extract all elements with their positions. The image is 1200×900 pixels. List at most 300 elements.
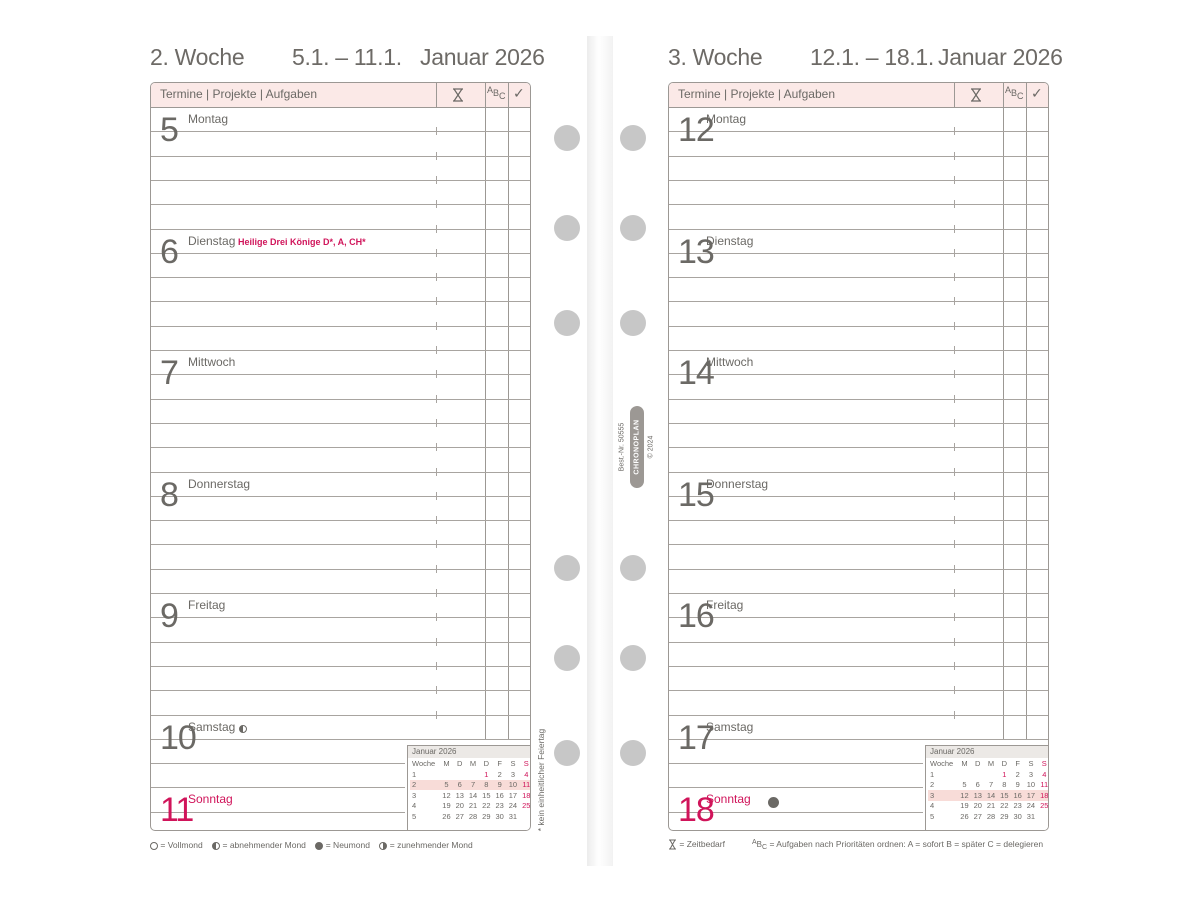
time-tick bbox=[436, 468, 437, 476]
slot-line bbox=[151, 204, 530, 205]
day-name: Montag bbox=[188, 112, 229, 126]
mini-calendar-header: Woche bbox=[930, 759, 954, 769]
slot-line bbox=[151, 180, 530, 181]
day-name: Sonntag bbox=[706, 792, 751, 807]
time-tick bbox=[436, 638, 437, 646]
day-separator bbox=[151, 350, 530, 351]
time-tick bbox=[436, 249, 437, 257]
day-name: Dienstag bbox=[706, 233, 754, 248]
mini-calendar-day: 5 bbox=[440, 780, 453, 791]
waning-moon-label: = abnehmender Mond bbox=[222, 840, 306, 850]
time-tick bbox=[954, 711, 955, 719]
mini-calendar-header: M bbox=[987, 759, 995, 769]
slot-line bbox=[151, 423, 530, 424]
day-number: 17 bbox=[678, 718, 714, 757]
mini-calendar-day: 26 bbox=[442, 811, 451, 821]
mini-calendar-week: 2 bbox=[410, 780, 440, 791]
mini-calendar-day: 29 bbox=[1000, 811, 1009, 821]
time-tick bbox=[436, 370, 437, 378]
mini-calendar-day: 29 bbox=[482, 811, 491, 821]
mini-calendar-day: 6 bbox=[975, 780, 980, 790]
mini-calendar-day: 3 bbox=[1028, 769, 1034, 779]
mini-calendar-day: 1 bbox=[1002, 769, 1007, 779]
column-divider bbox=[436, 83, 437, 107]
mini-calendar-day: 5 bbox=[962, 780, 967, 790]
slot-line bbox=[669, 617, 1048, 618]
time-tick bbox=[954, 419, 955, 427]
column-divider bbox=[1026, 83, 1027, 739]
mini-calendar-day: 12 bbox=[958, 790, 971, 801]
day-separator bbox=[151, 593, 530, 594]
mini-calendar-day: 17 bbox=[508, 790, 518, 800]
slot-line bbox=[151, 374, 530, 375]
day-separator bbox=[669, 350, 1048, 351]
punch-hole bbox=[554, 555, 580, 581]
slot-line bbox=[669, 180, 1048, 181]
day-separator bbox=[669, 229, 1048, 230]
mini-calendar-day: 10 bbox=[1026, 780, 1036, 790]
mini-calendar-week: 5 bbox=[412, 811, 417, 821]
slot-line bbox=[669, 301, 1048, 302]
slot-line bbox=[669, 787, 923, 788]
mini-calendar-day: 22 bbox=[1000, 801, 1009, 811]
mini-calendar-header: F bbox=[1015, 759, 1020, 769]
time-tick bbox=[436, 711, 437, 719]
hourglass-icon bbox=[452, 88, 464, 107]
time-tick bbox=[954, 516, 955, 524]
slot-line bbox=[151, 666, 530, 667]
time-tick bbox=[954, 395, 955, 403]
mini-calendar bbox=[407, 745, 531, 831]
day-name: Donnerstag bbox=[706, 476, 769, 491]
waxing-moon-label: = zunehmender Mond bbox=[389, 840, 473, 850]
checkmark-icon: ✓ bbox=[513, 85, 525, 101]
slot-line bbox=[669, 544, 1048, 545]
mini-calendar-day: 31 bbox=[1026, 811, 1036, 821]
mini-calendar-day bbox=[453, 769, 466, 780]
day-name: Samstag bbox=[188, 719, 236, 734]
binder-spine bbox=[587, 36, 613, 866]
day-name: Montag bbox=[706, 112, 747, 126]
time-tick bbox=[436, 516, 437, 524]
day-separator bbox=[151, 229, 530, 230]
day-number: 10 bbox=[160, 718, 196, 757]
time-tick bbox=[954, 176, 955, 184]
mini-calendar-day: 28 bbox=[468, 811, 478, 821]
time-tick bbox=[436, 152, 437, 160]
day-number: 18 bbox=[678, 791, 714, 830]
time-tick bbox=[954, 468, 955, 476]
time-tick bbox=[954, 200, 955, 208]
priority-letter: C bbox=[1017, 91, 1024, 101]
punch-hole bbox=[620, 740, 646, 766]
priority-letter: B bbox=[493, 88, 500, 98]
mini-calendar-day: 9 bbox=[1015, 780, 1020, 790]
planner-page-right bbox=[668, 82, 1049, 831]
mini-calendar-day: 25 bbox=[1040, 801, 1049, 811]
mini-calendar-header: D bbox=[975, 759, 981, 769]
slot-line bbox=[669, 739, 1048, 740]
time-tick bbox=[954, 540, 955, 548]
mini-calendar-day: 10 bbox=[506, 780, 519, 791]
mini-calendar-day: 12 bbox=[442, 790, 451, 800]
priority-legend: $^AB_C$ = Aufgaben nach Prioritäten ordnen: A = sofort B = später C = delegieren bbox=[752, 839, 1044, 851]
slot-line bbox=[669, 131, 1048, 132]
punch-hole bbox=[554, 125, 580, 151]
day-separator bbox=[151, 715, 530, 716]
mini-calendar-title: Januar 2026 bbox=[926, 746, 1049, 758]
day-name: Freitag bbox=[188, 598, 226, 612]
new-moon-label: = Neumond bbox=[325, 840, 370, 850]
day-number: 13 bbox=[678, 232, 714, 271]
mini-calendar-day: 21 bbox=[986, 801, 996, 811]
mini-calendar-day: 27 bbox=[973, 811, 982, 821]
time-tick bbox=[436, 225, 437, 233]
slot-line bbox=[669, 374, 1048, 375]
mini-calendar-day bbox=[466, 769, 479, 780]
mini-calendar-day: 9 bbox=[493, 780, 506, 791]
column-header-label: Termine | Projekte | Aufgaben bbox=[160, 87, 317, 101]
mini-calendar-day: 11 bbox=[1040, 780, 1049, 790]
mini-calendar-header: M bbox=[469, 759, 477, 769]
day-number: 7 bbox=[160, 354, 178, 392]
punch-hole bbox=[554, 310, 580, 336]
slot-line bbox=[669, 423, 1048, 424]
day-number: 16 bbox=[678, 597, 714, 635]
mini-calendar-day: 16 bbox=[1011, 790, 1024, 801]
time-tick bbox=[436, 395, 437, 403]
slot-line bbox=[669, 204, 1048, 205]
day-name: Donnerstag bbox=[188, 476, 251, 491]
mini-calendar-day: 24 bbox=[1026, 801, 1036, 811]
time-tick bbox=[954, 686, 955, 694]
full-moon-icon bbox=[150, 842, 158, 850]
mini-calendar-day: 3 bbox=[510, 769, 516, 779]
time-tick bbox=[436, 443, 437, 451]
time-tick bbox=[436, 273, 437, 281]
mini-calendar-week: 4 bbox=[930, 801, 935, 811]
new-moon-icon bbox=[768, 797, 779, 808]
mini-calendar-header: S bbox=[1041, 759, 1047, 769]
mini-calendar-day: 13 bbox=[971, 790, 984, 801]
mini-calendar-day: 25 bbox=[522, 801, 531, 811]
time-tick bbox=[436, 565, 437, 573]
order-number: Best.-Nr. 50555 bbox=[618, 422, 626, 472]
date-range-left: 5.1. – 11.1. bbox=[292, 44, 402, 70]
punch-hole bbox=[620, 555, 646, 581]
slot-line bbox=[669, 447, 1048, 448]
mini-calendar-day: 14 bbox=[468, 790, 478, 800]
punch-hole bbox=[620, 125, 646, 151]
day-name: Freitag bbox=[706, 598, 744, 612]
time-tick bbox=[954, 322, 955, 330]
day-number: 5 bbox=[160, 111, 178, 149]
slot-line bbox=[151, 544, 530, 545]
mini-calendar-week: 2 bbox=[930, 780, 935, 790]
slot-line bbox=[151, 496, 530, 497]
mini-calendar-week: 3 bbox=[928, 790, 958, 801]
slot-line bbox=[151, 277, 530, 278]
date-range-right: 12.1. – 18.1. bbox=[810, 44, 934, 70]
slot-line bbox=[151, 690, 530, 691]
hourglass-icon bbox=[970, 88, 982, 107]
time-tick bbox=[436, 662, 437, 670]
day-number: 6 bbox=[160, 232, 178, 271]
holiday-label: Heilige Drei Könige D*, A, CH* bbox=[238, 236, 366, 247]
copyright-text: © 2024 bbox=[647, 435, 655, 459]
hourglass-icon bbox=[668, 839, 677, 850]
slot-line bbox=[669, 763, 923, 764]
mini-calendar-header: S bbox=[523, 759, 529, 769]
mini-calendar-day: 6 bbox=[453, 780, 466, 791]
slot-line bbox=[151, 447, 530, 448]
mini-calendar-day: 24 bbox=[508, 801, 518, 811]
priority-letter: C bbox=[499, 91, 506, 101]
slot-line bbox=[669, 569, 1048, 570]
mini-calendar-header: D bbox=[457, 759, 463, 769]
slot-line bbox=[151, 642, 530, 643]
slot-line bbox=[151, 326, 530, 327]
day-separator bbox=[669, 593, 1048, 594]
priority-letter: B bbox=[1011, 88, 1018, 98]
punch-hole bbox=[554, 215, 580, 241]
time-tick bbox=[436, 686, 437, 694]
mini-calendar-day: 15 bbox=[482, 790, 491, 800]
time-tick bbox=[954, 225, 955, 233]
day-separator bbox=[669, 715, 1048, 716]
day-name: Mittwoch bbox=[188, 355, 236, 369]
punch-hole bbox=[554, 645, 580, 671]
time-tick bbox=[954, 638, 955, 646]
column-divider bbox=[1003, 83, 1004, 739]
column-divider bbox=[508, 83, 509, 739]
waning-moon-icon bbox=[239, 725, 247, 733]
new-moon-icon bbox=[315, 842, 323, 850]
day-number: 11 bbox=[160, 791, 194, 830]
time-tick bbox=[436, 540, 437, 548]
day-name: Sonntag bbox=[188, 792, 233, 807]
slot-line bbox=[669, 666, 1048, 667]
priority-letter: A bbox=[1005, 85, 1012, 95]
slot-line bbox=[151, 520, 530, 521]
mini-calendar-day: 28 bbox=[986, 811, 996, 821]
mini-calendar bbox=[925, 745, 1049, 831]
slot-line bbox=[151, 253, 530, 254]
planner-page-left bbox=[150, 82, 531, 831]
mini-calendar-day bbox=[520, 811, 531, 822]
slot-line bbox=[151, 399, 530, 400]
mini-calendar-day: 26 bbox=[960, 811, 969, 821]
time-tick bbox=[436, 297, 437, 305]
time-tick bbox=[436, 613, 437, 621]
mini-calendar-day: 30 bbox=[495, 811, 504, 821]
mini-calendar-week: 3 bbox=[412, 790, 417, 800]
mini-calendar-day: 23 bbox=[495, 801, 504, 811]
time-tick bbox=[954, 662, 955, 670]
planning-legend bbox=[668, 839, 725, 850]
mini-calendar-day bbox=[1038, 811, 1049, 822]
mini-calendar-header: M bbox=[961, 759, 968, 769]
mini-calendar-day: 2 bbox=[497, 769, 502, 779]
mini-calendar-day: 19 bbox=[442, 801, 451, 811]
slot-line bbox=[669, 496, 1048, 497]
day-name: Samstag bbox=[706, 719, 754, 734]
slot-line bbox=[669, 277, 1048, 278]
slot-line bbox=[151, 617, 530, 618]
mini-calendar-day bbox=[984, 769, 997, 780]
mini-calendar-day: 21 bbox=[468, 801, 478, 811]
day-number: 8 bbox=[160, 475, 178, 514]
column-header bbox=[151, 83, 530, 108]
waning-moon-icon bbox=[212, 842, 220, 850]
mini-calendar-day: 20 bbox=[455, 801, 464, 811]
time-tick bbox=[436, 346, 437, 354]
mini-calendar-day bbox=[971, 769, 984, 780]
time-tick bbox=[436, 419, 437, 427]
time-tick bbox=[954, 613, 955, 621]
mini-calendar-week: 1 bbox=[930, 769, 935, 779]
slot-line bbox=[669, 253, 1048, 254]
mini-calendar-header: S bbox=[1028, 759, 1034, 769]
abc-priority-icon bbox=[487, 85, 506, 101]
priority-letter: A bbox=[487, 85, 494, 95]
day-number: 14 bbox=[678, 354, 714, 392]
mini-calendar-day: 23 bbox=[1013, 801, 1022, 811]
slot-line bbox=[151, 763, 405, 764]
mini-calendar-day: 8 bbox=[1002, 780, 1007, 790]
day-name: Dienstag bbox=[188, 233, 236, 248]
slot-line bbox=[669, 642, 1048, 643]
slot-line bbox=[669, 156, 1048, 157]
mini-calendar-day: 7 bbox=[988, 780, 994, 790]
mini-calendar-day: 4 bbox=[1042, 769, 1047, 779]
column-divider bbox=[485, 83, 486, 739]
mini-calendar-header: F bbox=[497, 759, 502, 769]
moon-legend bbox=[150, 840, 473, 850]
mini-calendar-day: 11 bbox=[520, 780, 531, 791]
day-separator bbox=[151, 472, 530, 473]
day-number: 9 bbox=[160, 597, 178, 635]
mini-calendar-day: 17 bbox=[1024, 790, 1037, 801]
full-moon-label: = Vollmond bbox=[160, 840, 203, 850]
time-tick bbox=[436, 200, 437, 208]
slot-line bbox=[151, 787, 405, 788]
slot-line bbox=[669, 326, 1048, 327]
mini-calendar-day: 14 bbox=[984, 790, 997, 801]
mini-calendar-day: 16 bbox=[495, 790, 504, 800]
abc-priority-icon bbox=[1005, 85, 1024, 101]
time-tick bbox=[436, 127, 437, 135]
punch-hole bbox=[620, 215, 646, 241]
mini-calendar-day: 30 bbox=[1013, 811, 1022, 821]
week-label-left: 2. Woche bbox=[150, 44, 245, 70]
slot-line bbox=[151, 569, 530, 570]
slot-line bbox=[151, 131, 530, 132]
mini-calendar-week: 4 bbox=[412, 801, 417, 811]
slot-line bbox=[151, 156, 530, 157]
mini-calendar-day: 22 bbox=[482, 801, 491, 811]
mini-calendar-day: 31 bbox=[508, 811, 518, 821]
mini-calendar-day: 2 bbox=[1015, 769, 1020, 779]
waxing-moon-icon bbox=[379, 842, 387, 850]
month-label-left: Januar 2026 bbox=[420, 44, 545, 70]
checkmark-icon: ✓ bbox=[1031, 85, 1043, 101]
time-tick bbox=[954, 127, 955, 135]
slot-line bbox=[669, 690, 1048, 691]
mini-calendar-grid bbox=[928, 759, 1049, 822]
time-legend-label: = Zeitbedarf bbox=[679, 839, 725, 849]
time-tick bbox=[954, 443, 955, 451]
mini-calendar-day: 15 bbox=[998, 790, 1011, 801]
mini-calendar-day: 7 bbox=[466, 780, 479, 791]
mini-calendar-header: S bbox=[510, 759, 516, 769]
mini-calendar-week: 1 bbox=[412, 769, 417, 779]
time-tick bbox=[954, 297, 955, 305]
slot-line bbox=[151, 301, 530, 302]
slot-line bbox=[669, 399, 1048, 400]
mini-calendar-day: 4 bbox=[524, 769, 529, 779]
column-divider bbox=[954, 83, 955, 107]
column-header bbox=[669, 83, 1048, 108]
punch-hole bbox=[620, 645, 646, 671]
mini-calendar-day bbox=[440, 769, 453, 780]
mini-calendar-day bbox=[958, 769, 971, 780]
month-label-right: Januar 2026 bbox=[938, 44, 1063, 70]
day-number: 15 bbox=[678, 475, 714, 514]
mini-calendar-day: 19 bbox=[960, 801, 969, 811]
time-tick bbox=[436, 589, 437, 597]
mini-calendar-day: 27 bbox=[455, 811, 464, 821]
holiday-footnote: * kein einheitlicher Feiertag bbox=[536, 728, 546, 832]
mini-calendar-grid bbox=[410, 759, 531, 822]
mini-calendar-day: 8 bbox=[480, 780, 493, 791]
mini-calendar-header: D bbox=[483, 759, 490, 769]
mini-calendar-header: M bbox=[443, 759, 450, 769]
time-tick bbox=[954, 346, 955, 354]
mini-calendar-day: 18 bbox=[522, 790, 531, 800]
time-tick bbox=[436, 492, 437, 500]
day-number: 12 bbox=[678, 111, 714, 149]
time-tick bbox=[954, 152, 955, 160]
mini-calendar-header: Woche bbox=[412, 759, 436, 769]
time-tick bbox=[954, 370, 955, 378]
mini-calendar-title: Januar 2026 bbox=[408, 746, 531, 758]
brand-text: CHRONOPLAN bbox=[633, 419, 641, 475]
column-header-label: Termine | Projekte | Aufgaben bbox=[678, 87, 835, 101]
time-tick bbox=[436, 176, 437, 184]
mini-calendar-day: 1 bbox=[484, 769, 489, 779]
day-name: Mittwoch bbox=[706, 355, 754, 369]
time-tick bbox=[954, 273, 955, 281]
time-tick bbox=[954, 492, 955, 500]
punch-hole bbox=[620, 310, 646, 336]
punch-hole bbox=[554, 740, 580, 766]
mini-calendar-day: 13 bbox=[455, 790, 464, 800]
week-label-right: 3. Woche bbox=[668, 44, 763, 70]
mini-calendar-header: D bbox=[1001, 759, 1008, 769]
slot-line bbox=[669, 520, 1048, 521]
time-tick bbox=[954, 589, 955, 597]
priority-legend-label: = Aufgaben nach Prioritäten ordnen: A = sofort B = später C = delegieren bbox=[769, 839, 1044, 849]
slot-line bbox=[151, 739, 530, 740]
mini-calendar-week: 5 bbox=[930, 811, 935, 821]
time-tick bbox=[436, 322, 437, 330]
day-separator bbox=[669, 472, 1048, 473]
mini-calendar-day: 20 bbox=[973, 801, 982, 811]
mini-calendar-day: 18 bbox=[1038, 790, 1049, 801]
time-tick bbox=[954, 565, 955, 573]
time-tick bbox=[954, 249, 955, 257]
